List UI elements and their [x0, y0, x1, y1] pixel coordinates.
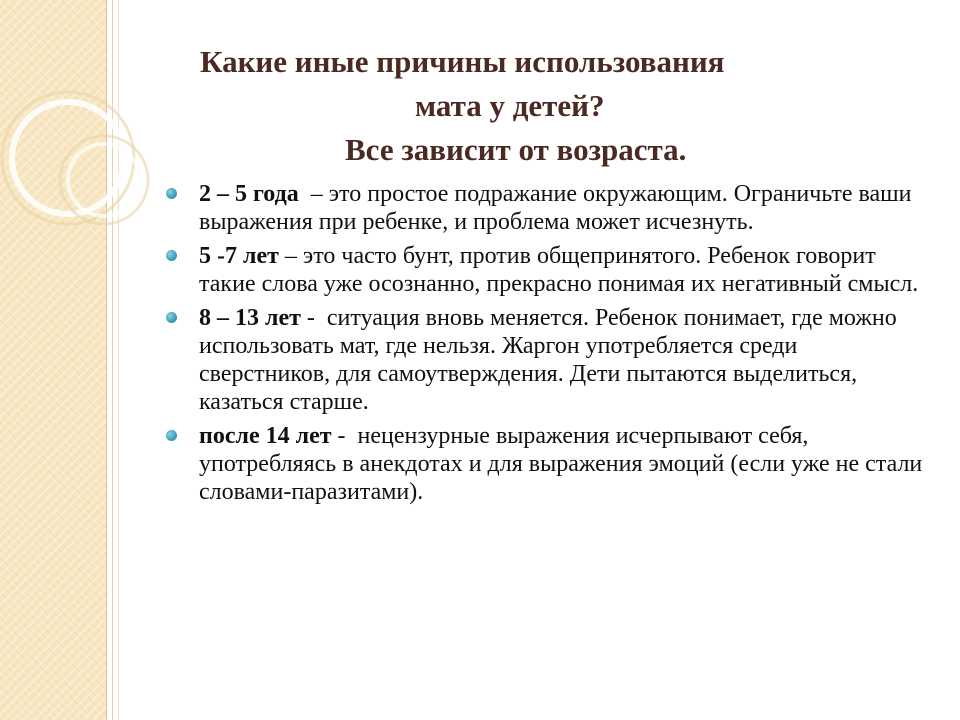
- list-item: [166, 304, 926, 416]
- age-term: 2 – 5 года: [199, 181, 299, 207]
- list-item: [166, 422, 926, 506]
- separator: -: [331, 423, 358, 449]
- list-item: [166, 180, 926, 236]
- title-line-1: Какие иные причины использования: [200, 44, 725, 79]
- title-line-2: мата у детей?: [415, 88, 605, 123]
- separator: –: [278, 243, 303, 269]
- bullet-text: нецензурные выражения исчерпывают себя, употребляясь в анекдотах и для выражения эмоций (если уже не стали словами-паразитами).: [199, 423, 923, 505]
- age-term: 5 -7 лет: [199, 243, 279, 269]
- separator: –: [298, 181, 329, 207]
- separator: -: [300, 305, 327, 331]
- bullet-text: ситуация вновь меняется. Ребенок понимает, где можно использовать мат, где нельзя. Жаргон употребляется среди сверстников, для самоутверждения. Дети пытаются выделиться, казаться старше.: [199, 305, 897, 415]
- title-line-3: Все зависит от возраста.: [345, 132, 687, 167]
- teal-dot-icon: [166, 250, 177, 261]
- bullet-list: [166, 180, 926, 512]
- bullet-text: это часто бунт, против общепринятого. Ребенок говорит такие слова уже осознанно, прекрасно понимая их негативный смысл.: [199, 243, 919, 297]
- age-term: 8 – 13 лет: [199, 305, 301, 331]
- list-item: [166, 242, 926, 298]
- teal-dot-icon: [166, 188, 177, 199]
- teal-dot-icon: [166, 430, 177, 441]
- teal-dot-icon: [166, 312, 177, 323]
- bullet-text: это простое подражание окружающим. Ограничьте ваши выражения при ребенке, и проблема может исчезнуть.: [199, 181, 912, 235]
- age-term: после 14 лет: [199, 423, 332, 449]
- slide-title: [160, 40, 920, 172]
